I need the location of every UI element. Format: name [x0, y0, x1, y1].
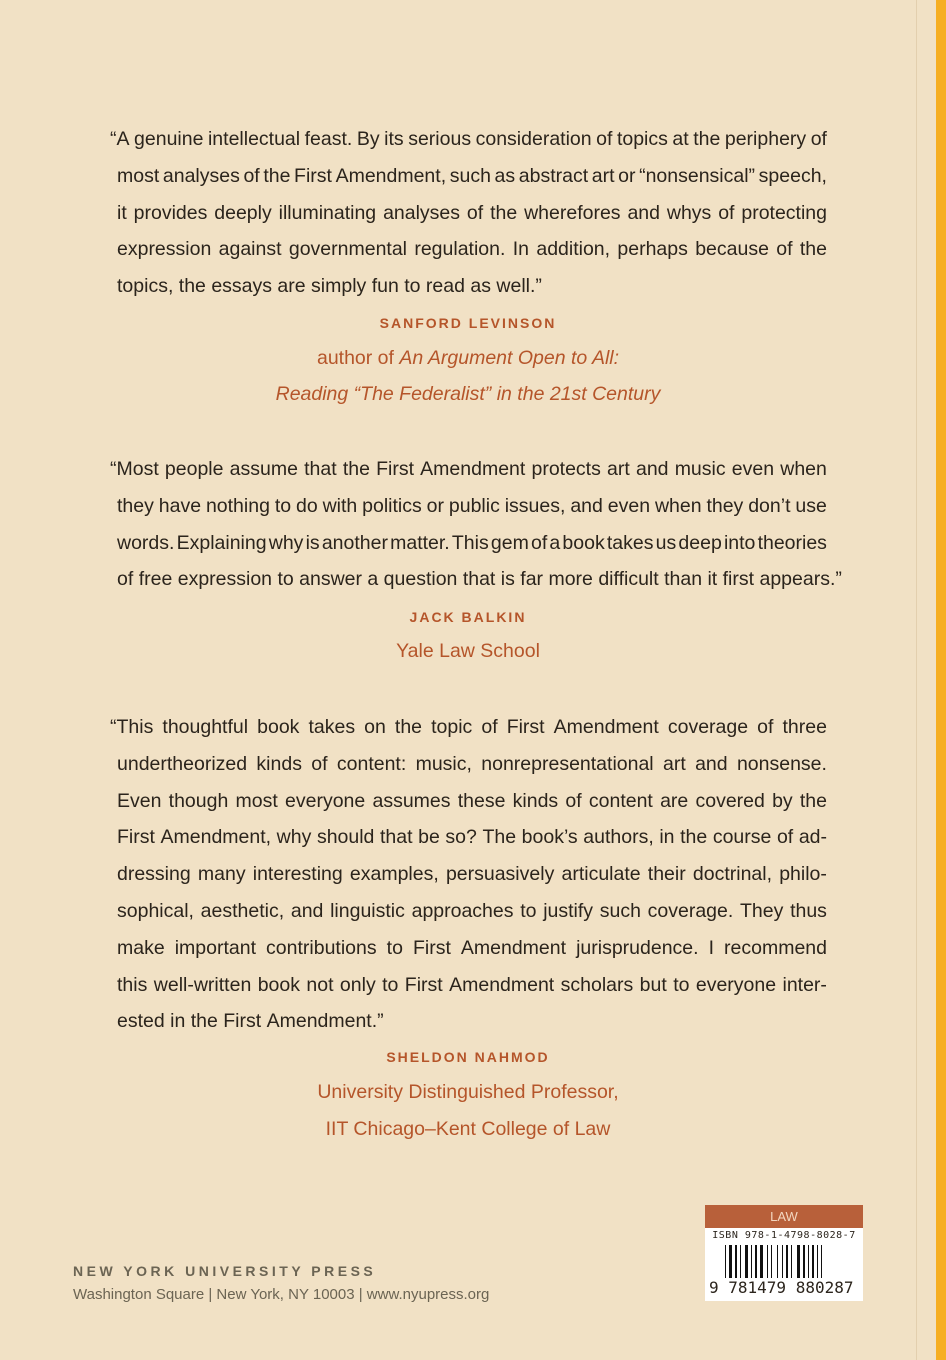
spine-edge — [936, 0, 946, 1360]
blurb-author-name: SANFORD LEVINSON — [379, 315, 557, 331]
blurb-author-name: SHELDON NAHMOD — [386, 1049, 550, 1065]
quote-line: most analyses of the First Amendment, such as abstract art or “nonsensical” speech, — [117, 164, 827, 187]
quote-line: topics, the essays are simply fun to read as well.” — [117, 275, 542, 298]
quote-line: “A genuine intellectual feast. By its serious consideration of topics at the periphery of — [110, 128, 827, 150]
quote-line: ested in the First Amendment.” — [117, 1010, 384, 1033]
cover-fold-line — [916, 0, 917, 1360]
quote-line: they have nothing to do with politics or public issues, and even when they don’t use — [117, 494, 827, 517]
quote-line: of free expression to answer a question that is far more difficult than it first appears.” — [117, 568, 842, 591]
publisher-name: NEW YORK UNIVERSITY PRESS — [73, 1263, 377, 1279]
quote-line: this well-written book not only to First Amendment scholars but to everyone inter- — [117, 973, 827, 996]
quote-line: words. Explaining why is another matter. This gem of a book takes us deep into theories — [117, 531, 827, 554]
quote-line: sophical, aesthetic, and linguistic approaches to justify such coverage. They thus — [117, 899, 827, 922]
blurb-author-affiliation: IIT Chicago–Kent College of Law — [325, 1118, 611, 1140]
quote-line: Even though most everyone assumes these kinds of content are covered by the — [117, 789, 827, 812]
isbn-text: ISBN 978-1-4798-8028-7 — [712, 1230, 856, 1241]
blurb-author-affiliation: Reading “The Federalist” in the 21st Century — [275, 383, 661, 405]
blurb-author-name: JACK BALKIN — [409, 609, 527, 625]
blurb-author-affiliation: author of An Argument Open to All: — [316, 347, 620, 369]
publisher-address: Washington Square | New York, NY 10003 | www.nyupress.org — [73, 1286, 490, 1303]
quote-line: it provides deeply illuminating analyses of the wherefores and whys of protecting — [117, 201, 827, 224]
quote-line: make important contributions to First Amendment jurisprudence. I recommend — [117, 936, 827, 959]
quote-line: “This thoughtful book takes on the topic of First Amendment coverage of three — [110, 716, 827, 738]
blurb-author-affiliation: Yale Law School — [396, 640, 540, 662]
category-label: LAW — [705, 1205, 863, 1228]
quote-line: dressing many interesting examples, persuasively articulate their doctrinal, philo- — [117, 863, 827, 886]
blurb-levinson — [110, 121, 827, 305]
blurb-nahmod — [110, 709, 827, 1040]
blurb-balkin — [110, 451, 842, 598]
quote-line: “Most people assume that the First Amendment protects art and music even when — [110, 458, 827, 480]
quote-line: expression against governmental regulation. In addition, perhaps because of the — [117, 238, 827, 261]
blurb-author-affiliation: University Distinguished Professor, — [317, 1081, 619, 1103]
isbn-barcode — [705, 1205, 863, 1301]
quote-line: undertheorized kinds of content: music, nonrepresentational art and nonsense. — [117, 752, 827, 775]
quote-line: First Amendment, why should that be so? The book’s authors, in the course of ad- — [117, 826, 827, 849]
ean-number: 9 781479 880287 — [709, 1278, 854, 1297]
